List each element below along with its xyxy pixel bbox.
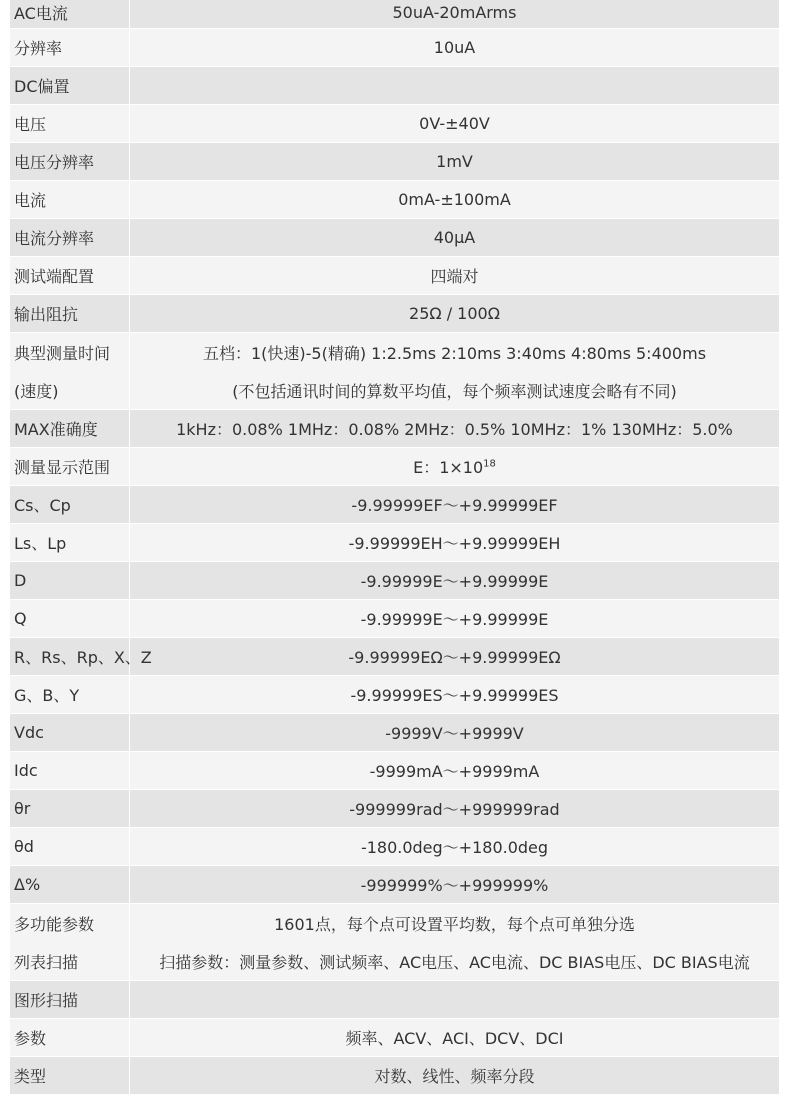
row-value-line: [130, 455, 779, 478]
row-value-line: [130, 114, 779, 133]
table-row: [10, 562, 779, 600]
row-label-line: DC偏置: [14, 77, 70, 96]
row-value: [130, 333, 779, 409]
row-value-line: [130, 912, 779, 935]
row-label-line: 电流分辨率: [14, 229, 95, 248]
table-row: [10, 981, 779, 1019]
row-label: [10, 866, 130, 903]
row-label-line: Δ%: [14, 875, 41, 894]
row-label: [10, 295, 130, 332]
row-label: [10, 219, 130, 256]
row-value-text: 50uA-20mArms: [392, 2, 517, 22]
row-value-line: [130, 417, 779, 440]
row-label-line: (速度): [14, 381, 59, 401]
row-value: [130, 410, 779, 447]
row-label: [10, 67, 130, 104]
row-label-line: θr: [14, 799, 31, 818]
table-row: [10, 0, 779, 29]
row-label-line: 参数: [14, 1029, 47, 1048]
row-value: [130, 105, 779, 142]
row-label: [10, 333, 130, 409]
row-label-line: Idc: [14, 761, 38, 780]
row-value: [130, 981, 779, 1018]
table-row: [10, 524, 779, 562]
row-value-line: [130, 493, 779, 516]
row-value-line: [130, 1026, 779, 1049]
row-value-line: [130, 341, 779, 364]
table-row: [10, 143, 779, 181]
table-row: [10, 866, 779, 904]
row-label-line: G、B、Y: [14, 686, 80, 705]
table-row: [10, 904, 779, 981]
table-row: [10, 257, 779, 295]
row-value-line: [130, 569, 779, 592]
row-value: [130, 828, 779, 865]
row-label: [10, 105, 130, 142]
row-value-text: 频率、ACV、ACI、DCV、DCI: [345, 1029, 564, 1048]
row-label-line: 列表扫描: [14, 952, 79, 972]
table-row: [10, 295, 779, 333]
row-label: [10, 714, 130, 751]
row-value: [130, 1019, 779, 1056]
table-row: [10, 448, 779, 486]
row-label-line: 电压: [14, 115, 47, 134]
row-value: [130, 486, 779, 523]
row-label: [10, 0, 130, 28]
row-value-text: -9.99999EF～+9.99999EF: [351, 496, 558, 515]
row-label-line: 典型测量时间: [14, 343, 111, 363]
row-value-text: E：1×10: [413, 458, 484, 477]
row-value: [130, 29, 779, 66]
row-value: [130, 1057, 779, 1094]
table-row: [10, 1057, 779, 1095]
row-value: [130, 181, 779, 218]
row-value: [130, 448, 779, 485]
row-label-line: MAX准确度: [14, 420, 98, 439]
row-label-line: 多功能参数: [14, 914, 95, 934]
row-value-text: 1kHz：0.08% 1MHz：0.08% 2MHz：0.5% 10MHz：1% 130MHz：5.0%: [176, 420, 733, 439]
table-row: [10, 105, 779, 143]
row-value-line: [130, 645, 779, 668]
row-label: [10, 29, 130, 66]
row-label-line: 测试端配置: [14, 267, 95, 286]
row-value-text: (不包括通讯时间的算数平均值，每个频率测试速度会略有不同): [232, 381, 677, 401]
table-row: [10, 333, 779, 410]
row-value-line: [130, 1064, 779, 1087]
row-value-text: 扫描参数：测量参数、测试频率、AC电压、AC电流、DC BIAS电压、DC BIAS电流: [159, 952, 750, 972]
row-value-text: -9.99999ES～+9.99999ES: [350, 686, 559, 705]
row-value: [130, 790, 779, 827]
row-label: [10, 181, 130, 218]
row-value-text: -9.99999EH～+9.99999EH: [348, 534, 561, 553]
row-value-text: 对数、线性、频率分段: [374, 1067, 535, 1086]
table-row: [10, 714, 779, 752]
table-row: [10, 752, 779, 790]
row-value-text: 25Ω / 100Ω: [409, 304, 500, 323]
row-value-text: 四端对: [430, 267, 479, 286]
row-label: [10, 143, 130, 180]
row-value-line: [130, 797, 779, 820]
row-value-line: [130, 607, 779, 630]
row-value: [130, 524, 779, 561]
row-value-text: -9999V～+9999V: [385, 724, 524, 743]
row-value-line: [130, 152, 779, 171]
row-value-line: [130, 721, 779, 744]
table-row: [10, 410, 779, 448]
row-label: [10, 676, 130, 713]
row-label-line: Q: [14, 609, 27, 628]
row-label-line: R、Rs、Rp、X、Z: [14, 648, 152, 667]
row-value: [130, 67, 779, 104]
row-label-line: 类型: [14, 1067, 47, 1086]
row-label-line: 图形扫描: [14, 991, 79, 1010]
row-value-text: -999999%～+999999%: [360, 876, 549, 895]
table-row: [10, 600, 779, 638]
row-value: [130, 143, 779, 180]
row-value: [130, 600, 779, 637]
row-value-text: -9.99999E～+9.99999E: [360, 572, 549, 591]
row-value-text: 0V-±40V: [419, 114, 490, 133]
row-label-line: Ls、Lp: [14, 534, 67, 553]
row-label-line: 电压分辨率: [14, 153, 95, 172]
row-label-line: Cs、Cp: [14, 496, 71, 515]
row-label: [10, 600, 130, 637]
row-value: [130, 219, 779, 256]
row-value-line: [130, 759, 779, 782]
row-value: [130, 638, 779, 675]
row-label-line: Vdc: [14, 723, 44, 742]
row-value-line: [130, 873, 779, 896]
row-value: [130, 0, 779, 28]
row-label: [10, 1019, 130, 1056]
row-label: [10, 752, 130, 789]
table-row: [10, 828, 779, 866]
table-row: [10, 790, 779, 828]
table-row: [10, 181, 779, 219]
row-label: [10, 448, 130, 485]
row-label-line: 测量显示范围: [14, 458, 111, 477]
row-value-text: 0mA-±100mA: [398, 190, 511, 209]
row-label-line: 电流: [14, 191, 47, 210]
row-value: [130, 562, 779, 599]
row-value-text: -999999rad～+999999rad: [349, 800, 560, 819]
row-label-line: θd: [14, 837, 34, 856]
exponent-text: 18: [483, 458, 496, 470]
row-value-line: [130, 3, 779, 22]
row-label: [10, 981, 130, 1018]
table-row: [10, 67, 779, 105]
row-value-line: [130, 683, 779, 706]
row-value: [130, 295, 779, 332]
table-row: [10, 676, 779, 714]
row-value-text: -180.0deg～+180.0deg: [360, 838, 549, 857]
row-value: [130, 752, 779, 789]
row-label-line: 输出阻抗: [14, 305, 79, 324]
row-value-line: [130, 190, 779, 209]
row-label: [10, 524, 130, 561]
row-value-line: [130, 950, 779, 973]
row-label-line: 分辨率: [14, 39, 63, 58]
row-value-text: 1mV: [436, 152, 473, 171]
row-label: [10, 638, 152, 675]
row-label-line: AC电流: [14, 3, 68, 23]
table-row: [10, 219, 779, 257]
spec-table: [10, 0, 779, 1095]
row-value-text: 1601点，每个点可设置平均数，每个点可单独分选: [274, 914, 635, 934]
row-value-text: 40μA: [433, 228, 476, 247]
row-value: [130, 714, 779, 751]
row-label: [10, 828, 130, 865]
row-value-text: 10uA: [433, 38, 476, 57]
row-value-line: [130, 835, 779, 858]
table-row: [10, 1019, 779, 1057]
row-value-line: [130, 38, 779, 57]
row-value-line: [130, 304, 779, 323]
row-value-text: 五档：1(快速)-5(精确) 1:2.5ms 2:10ms 3:40ms 4:80ms 5:400ms: [202, 343, 707, 363]
row-label: [10, 790, 130, 827]
row-value-line: [130, 264, 779, 287]
row-value: [130, 676, 779, 713]
table-row: [10, 486, 779, 524]
row-value: [130, 866, 779, 903]
row-value-text: -9.99999E～+9.99999E: [360, 610, 549, 629]
row-label: [10, 562, 130, 599]
row-value-text: -9999mA～+9999mA: [369, 762, 540, 781]
row-label-line: D: [14, 571, 27, 590]
row-label: [10, 410, 130, 447]
row-value-line: [130, 531, 779, 554]
table-row: [10, 29, 779, 67]
row-value-text: -9.99999EΩ～+9.99999EΩ: [348, 648, 561, 667]
row-label: [10, 904, 130, 980]
table-row: [10, 638, 779, 676]
row-label: [10, 486, 130, 523]
row-value-line: [130, 228, 779, 247]
row-label: [10, 1057, 130, 1094]
row-value: [130, 257, 779, 294]
row-label: [10, 257, 130, 294]
row-value: [130, 904, 779, 980]
row-value-line: [130, 379, 779, 402]
